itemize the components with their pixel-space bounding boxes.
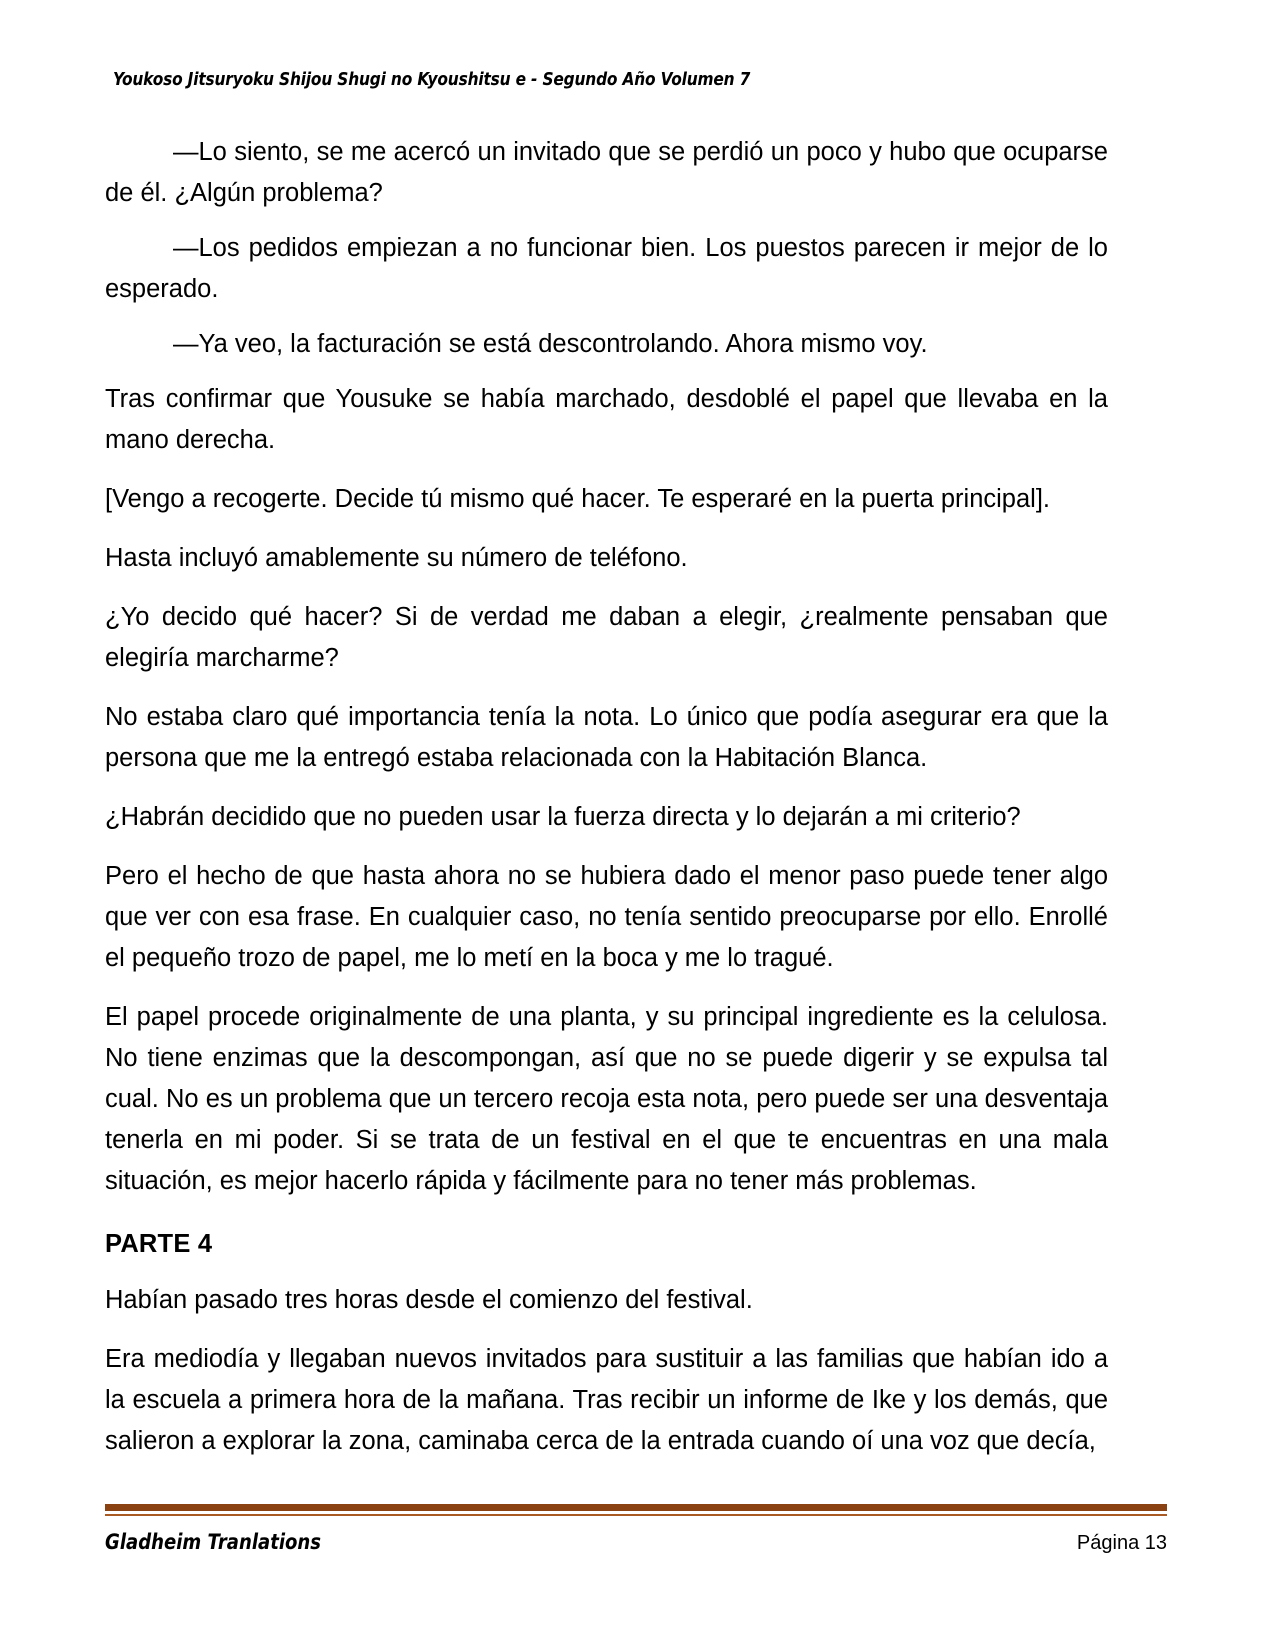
paragraph-dialogue-1: —Lo siento, se me acercó un invitado que se perdió un poco y hubo que ocuparse de él. ¿Algún problema? <box>105 138 1108 207</box>
footer-row <box>105 1530 1167 1555</box>
footer-brand-label: Gladheim Tranlations <box>105 1530 322 1554</box>
paragraph-dialogue-2: —Los pedidos empiezan a no funcionar bien. Los puestos parecen ir mejor de lo esperado. <box>105 234 1108 303</box>
paragraph-dialogue-3: —Ya veo, la facturación se está descontrolando. Ahora mismo voy. <box>173 330 928 358</box>
section-heading-parte-4: PARTE 4 <box>105 1230 213 1258</box>
paragraph-7: ¿Yo decido qué hacer? Si de verdad me daban a elegir, ¿realmente pensaban que elegiría marcharme? <box>105 603 1108 672</box>
paragraph-8: No estaba claro qué importancia tenía la nota. Lo único que podía asegurar era que la persona que me la entregó estaba relacionada con la Habitación Blanca. <box>105 703 1108 772</box>
document-body <box>105 132 1108 1462</box>
page-footer <box>105 1504 1167 1555</box>
paragraph-13: Era mediodía y llegaban nuevos invitados para sustituir a las familias que habían ido a la escuela a primera hora de la mañana. Tras recibir un informe de Ike y los demás, que salieron a explorar la zona, caminaba cerca de la entrada cuando oí una voz que decía, <box>105 1345 1108 1455</box>
paragraph-4: Tras confirmar que Yousuke se había marchado, desdoblé el papel que llevaba en la mano derecha. <box>105 385 1108 454</box>
header-title: Youkoso Jitsuryoku Shijou Shugi no Kyoushitsu e - Segundo Año Volumen 7 <box>113 70 751 90</box>
paragraph-9: ¿Habrán decidido que no pueden usar la fuerza directa y lo dejarán a mi criterio? <box>105 803 1021 831</box>
footer-divider-thin <box>105 1514 1167 1516</box>
footer-divider-thick <box>105 1504 1167 1511</box>
paragraph-11: El papel procede originalmente de una planta, y su principal ingrediente es la celulosa. No tiene enzimas que la descompongan, así que no se puede digerir y se expulsa tal cual. No es un problema que un tercero recoja esta nota, pero puede ser una desventaja tenerla en mi poder. Si se trata de un festival en el que te encuentras en una mala situación, es mejor hacerlo rápida y fácilmente para no tener más problemas. <box>105 1003 1108 1195</box>
paragraph-6: Hasta incluyó amablemente su número de teléfono. <box>105 544 688 572</box>
page-header <box>113 70 1163 90</box>
paragraph-5: [Vengo a recogerte. Decide tú mismo qué hacer. Te esperaré en la puerta principal]. <box>105 485 1051 513</box>
footer-page-number: Página 13 <box>1076 1532 1167 1554</box>
paragraph-12: Habían pasado tres horas desde el comienzo del festival. <box>105 1286 753 1314</box>
paragraph-10: Pero el hecho de que hasta ahora no se hubiera dado el menor paso puede tener algo que ver con esa frase. En cualquier caso, no tenía sentido preocuparse por ello. Enrollé el pequeño trozo de papel, me lo metí en la boca y me lo tragué. <box>105 862 1108 972</box>
